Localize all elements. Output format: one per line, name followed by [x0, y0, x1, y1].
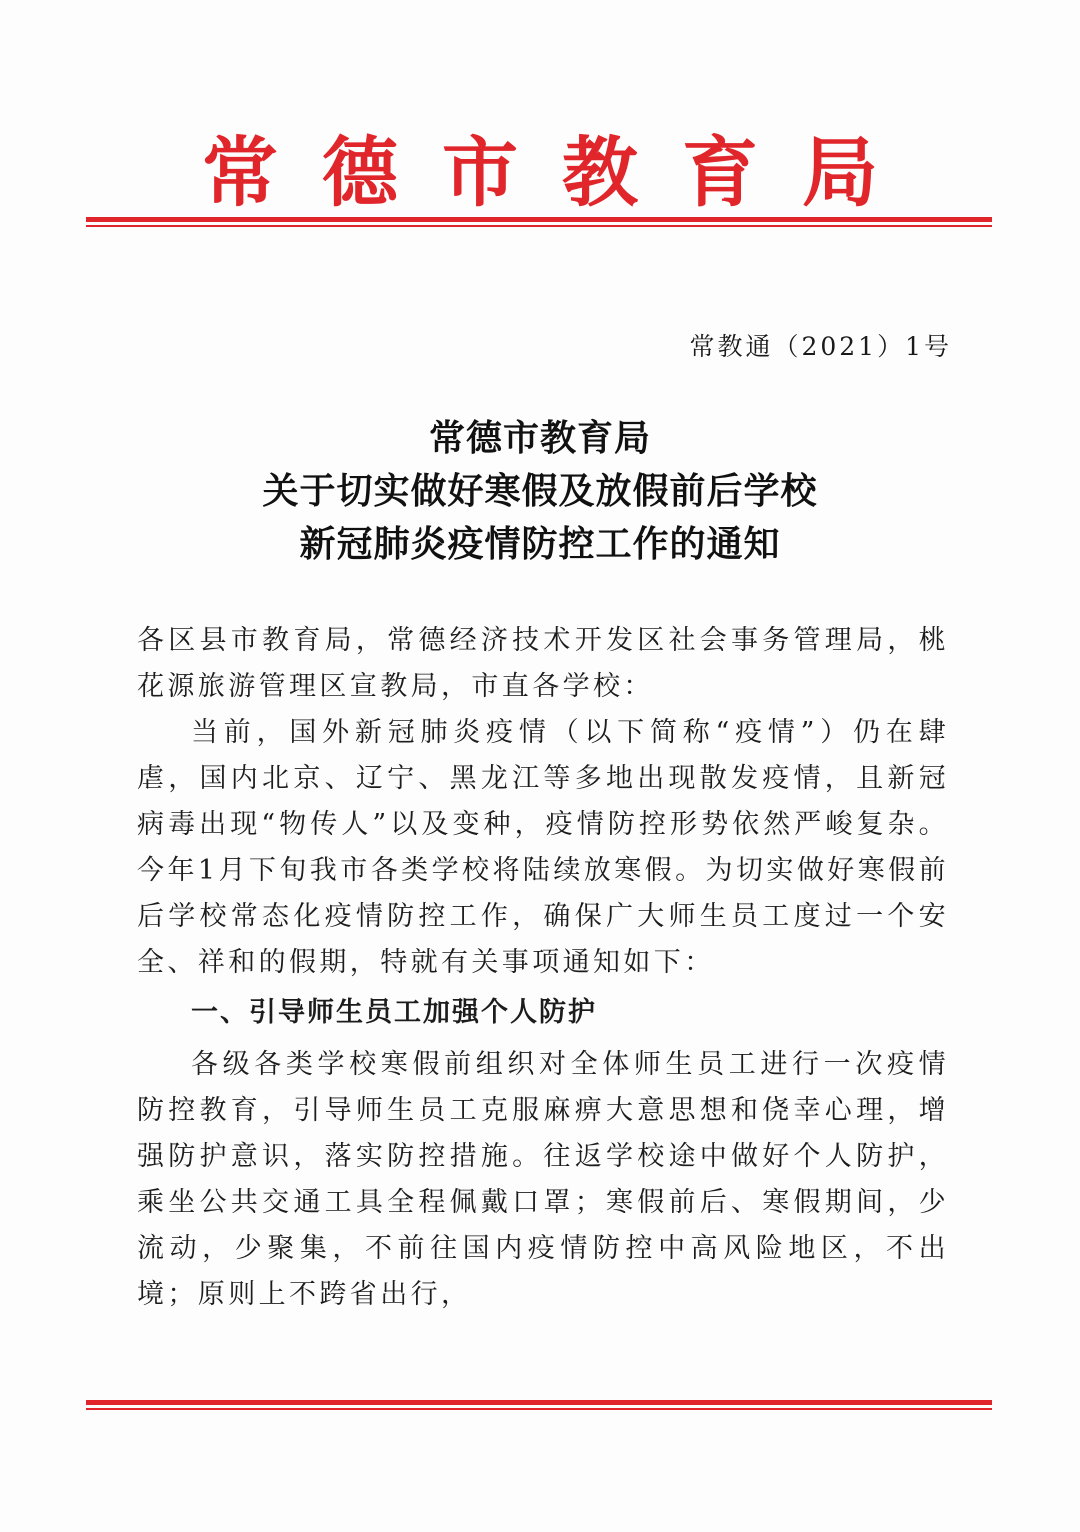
masthead-rule-thick [86, 217, 992, 222]
document-number: 常教通（2021）1号 [689, 332, 952, 361]
title-line-2: 关于切实做好寒假及放假前后学校 [262, 470, 818, 512]
paragraph-1: 当前，国外新冠肺炎疫情（以下简称“疫情”）仍在肆虐，国内北京、辽宁、黑龙江等多地出现散发疫情，且新冠病毒出现“物传人”以及变种，疫情防控形势依然严峻复杂。今年1月下旬我市各类学校将陆续放寒假。为切实做好寒假前后学校常态化疫情防控工作，确保广大师生员工度过一个安全、祥和的假期，特就有关事项通知如下： [137, 717, 949, 978]
document-title [0, 412, 1080, 571]
title-line-3: 新冠肺炎疫情防控工作的通知 [299, 523, 781, 565]
title-line-1: 常德市教育局 [428, 417, 651, 459]
document-body [137, 618, 949, 1318]
footer-rule-thick [86, 1400, 992, 1405]
section-1-heading: 一、引导师生员工加强个人防护 [191, 997, 597, 1028]
recipients: 各区县市教育局，常德经济技术开发区社会事务管理局，桃花源旅游管理区宣教局，市直各学校： [137, 625, 949, 702]
masthead-rule-thin [86, 225, 992, 227]
masthead-org-name: 常德市教育局 [202, 128, 922, 217]
paragraph-2: 各级各类学校寒假前组织对全体师生员工进行一次疫情防控教育，引导师生员工克服麻痹大意思想和侥幸心理，增强防护意识，落实防控措施。往返学校途中做好个人防护，乘坐公共交通工具全程佩戴口罩；寒假前后、寒假期间，少流动，少聚集，不前往国内疫情防控中高风险地区，不出境；原则上不跨省出行， [137, 1049, 949, 1310]
footer-rule-thin [86, 1408, 992, 1410]
